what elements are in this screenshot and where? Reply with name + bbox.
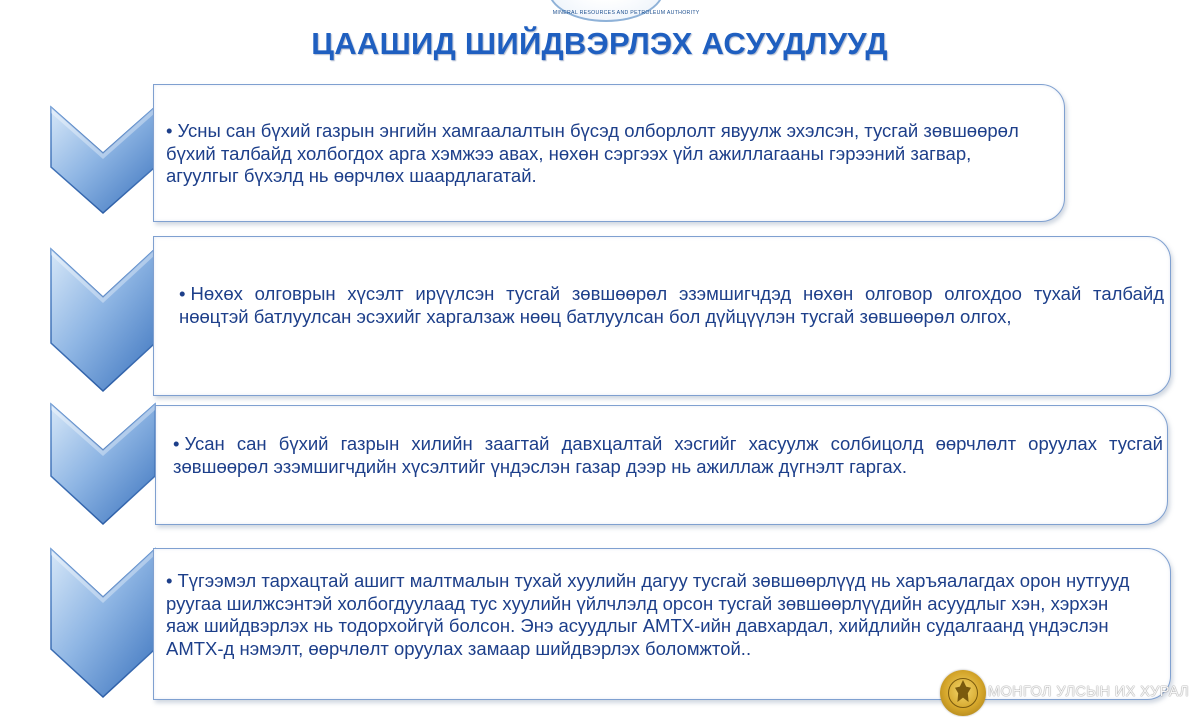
issue-text-3: • Усан сан бүхий газрын хилийн заагтай давхцалтай хэсгийг хасуулж солбицолд өөрчлөлт оруулах тусгай зөвшөөрөл эзэмшигчдийн хүсэлтийг үндэслэн газар дээр нь ажиллаж дүгнэлт гаргах. <box>173 433 1163 477</box>
chevron-down-icon <box>48 103 158 215</box>
logo-text: MINERAL RESOURCES AND PETROLEUM AUTHORITY <box>552 10 700 16</box>
footer-watermark: МОНГОЛ УЛСЫН ИХ ХУРАЛ <box>988 684 1190 700</box>
chevron-down-icon <box>48 245 158 395</box>
chevron-down-icon <box>48 545 158 701</box>
issue-panel-2 <box>153 236 1171 396</box>
bullet-marker: • <box>166 120 173 141</box>
issue-text-2: • Нөхөх олговрын хүсэлт ирүүлсэн тусгай зөвшөөрөл эзэмшигчдэд нөхөн олговор олгохдоо тухай талбайд нөөцтэй батлуулсан эсэхийг харгалзаж нөөц батлуулсан бол дүйцүүлэн тусгай зөвшөөрөл олгох, <box>179 283 1164 327</box>
organization-logo <box>548 0 700 22</box>
bullet-marker: • <box>179 283 186 304</box>
issue-text-4: • Түгээмэл тархацтай ашигт малтмалын тухай хуулийн дагуу тусгай зөвшөөрлүүд нь харъяалагдах орон нутгууд руугаа шилжсэнтэй холбогдуулаад тус хуулийн үйлчлэлд орсон тусгай зөвшөөрлүүдийн асуудлыг хэн, хэрхэн яаж шийдвэрлэх нь тодорхойгүй болсон. Энэ асуудлыг АМТХ-ийн давхардал, хийдлийн судалгаанд үндэслэн АМТХ-д нэмэлт, өөрчлөлт оруулах замаар шийдвэрлэх боломжтой.. <box>166 570 1130 659</box>
bullet-marker: • <box>173 433 180 454</box>
state-emblem-seal <box>940 670 986 716</box>
issue-panel-4 <box>153 548 1171 700</box>
issue-text-1: • Усны сан бүхий газрын энгийн хамгаалалтын бүсэд олборлолт явуулж эхэлсэн, тусгай зөвшөөрөл бүхий талбайд холбогдох арга хэмжээ авах, нөхөн сэргээх үйл ажиллагааны гэрээний загвар, агуулгыг бүхэлд нь өөрчлөх шаардлагатай. <box>166 120 1019 186</box>
page-title: ЦААШИД ШИЙДВЭРЛЭХ АСУУДЛУУД <box>311 26 888 61</box>
issue-panel-1 <box>153 84 1065 222</box>
chevron-down-icon <box>48 400 158 528</box>
issue-panel-3 <box>155 405 1168 525</box>
bullet-marker: • <box>166 570 173 591</box>
